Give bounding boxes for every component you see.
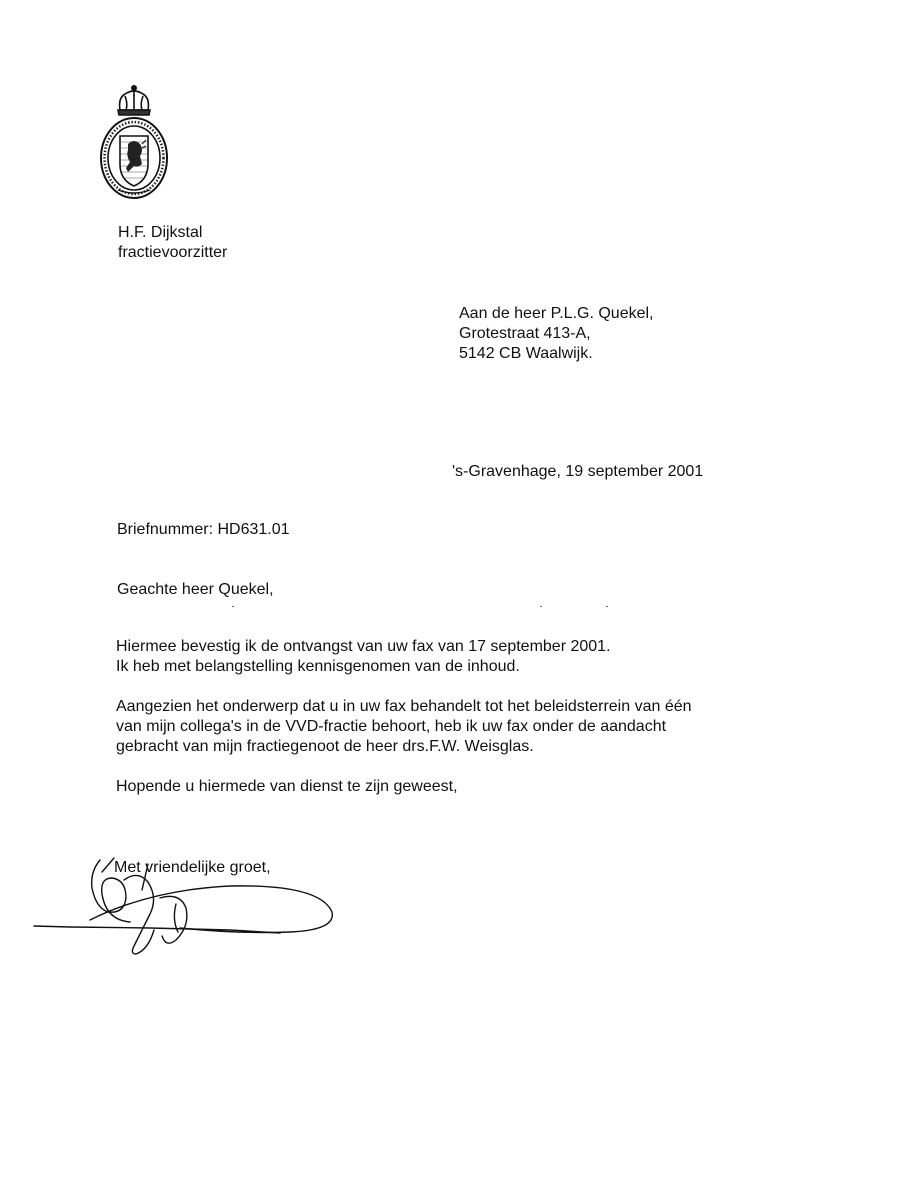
recipient-address bbox=[459, 304, 654, 364]
body-line: Aangezien het onderwerp dat u in uw fax behandelt tot het beleidsterrein van één bbox=[116, 698, 692, 715]
scan-speck bbox=[232, 606, 234, 607]
body-paragraph bbox=[116, 697, 692, 757]
sender-title: fractievoorzitter bbox=[118, 244, 228, 261]
recipient-line: 5142 CB Waalwijk. bbox=[459, 345, 593, 362]
sender-name: H.F. Dijkstal bbox=[118, 224, 203, 241]
royal-seal-icon bbox=[98, 84, 170, 202]
place-date: 's-Gravenhage, 19 september 2001 bbox=[452, 463, 704, 480]
recipient-line: Aan de heer P.L.G. Quekel, bbox=[459, 305, 654, 322]
sender-block bbox=[118, 223, 227, 263]
body-line: van mijn collega's in de VVD-fractie behoort, heb ik uw fax onder de aandacht bbox=[116, 718, 667, 735]
signature-icon bbox=[30, 850, 340, 960]
scan-speck bbox=[540, 606, 542, 607]
closing: Met vriendelijke groet, bbox=[114, 859, 271, 876]
recipient-line: Grotestraat 413-A, bbox=[459, 325, 591, 342]
reference-number: Briefnummer: HD631.01 bbox=[117, 521, 290, 538]
salutation: Geachte heer Quekel, bbox=[117, 581, 274, 598]
body-line: Hiermee bevestig ik de ontvangst van uw fax van 17 september 2001. bbox=[116, 638, 611, 655]
body-paragraph bbox=[116, 637, 611, 677]
body-line: Ik heb met belangstelling kennisgenomen van de inhoud. bbox=[116, 658, 520, 675]
body-line: gebracht van mijn fractiegenoot de heer drs.F.W. Weisglas. bbox=[116, 738, 534, 755]
body-paragraph: Hopende u hiermede van dienst te zijn geweest, bbox=[116, 778, 458, 795]
scan-speck bbox=[606, 606, 608, 607]
